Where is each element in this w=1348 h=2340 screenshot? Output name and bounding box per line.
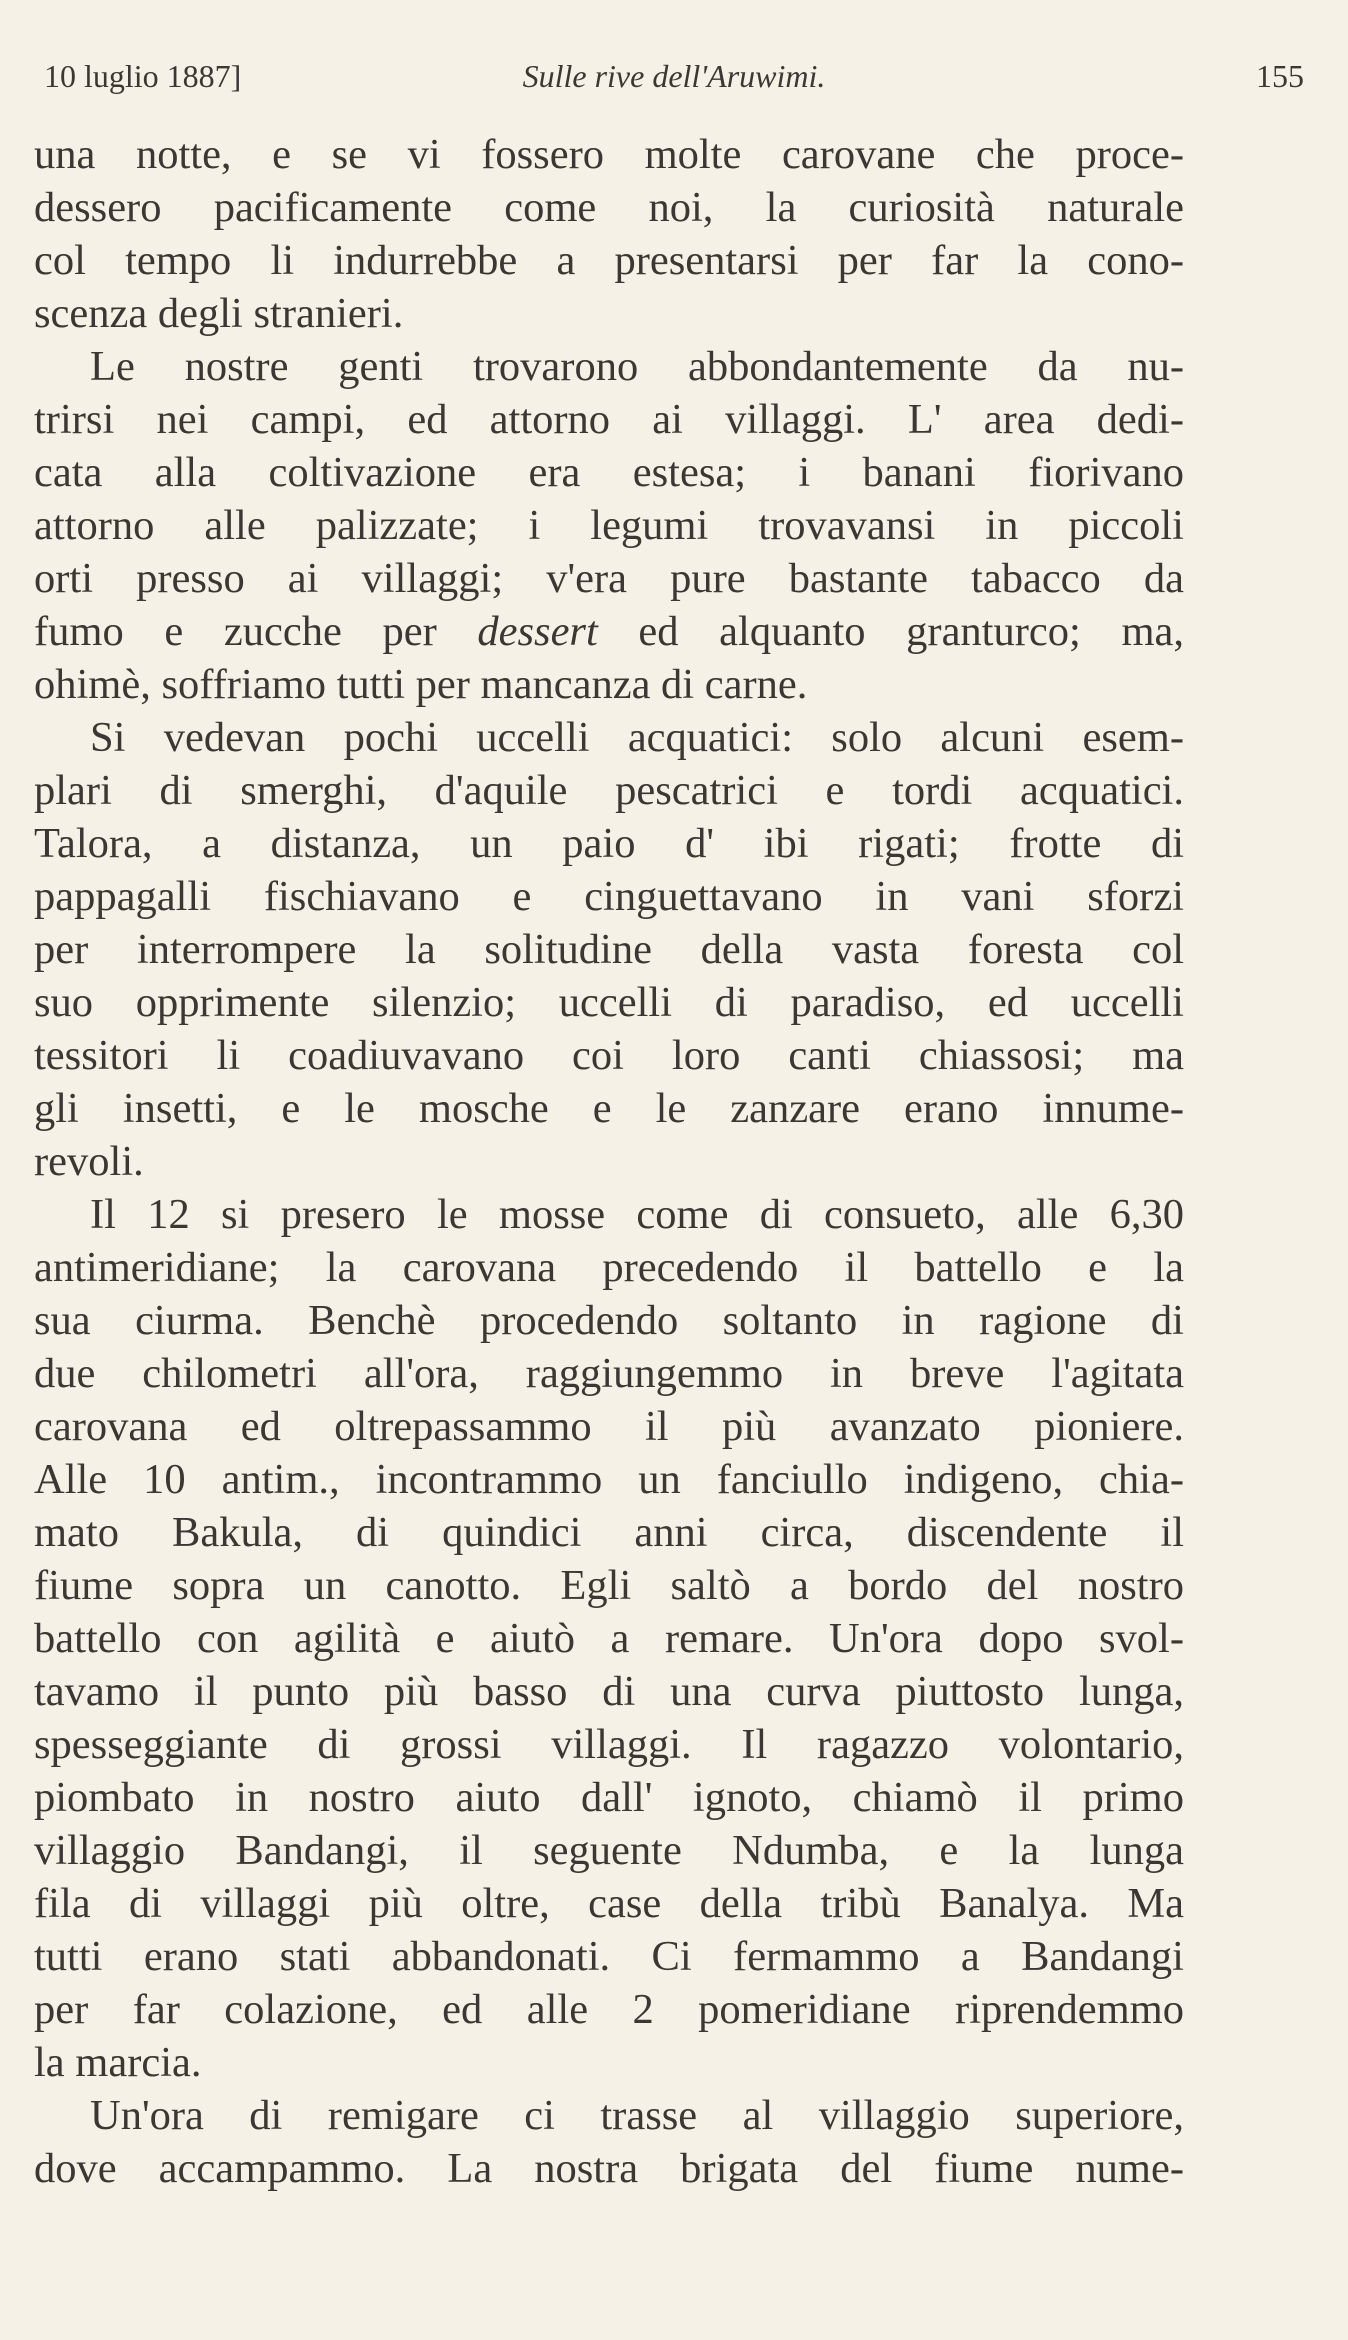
text-line: tavamo il punto più basso di una curva piuttosto lunga, bbox=[34, 1668, 1184, 1715]
text-line: per far colazione, ed alle 2 pomeridiane riprendemmo bbox=[34, 1986, 1184, 2033]
text-line: antimeridiane; la carovana precedendo il battello e la bbox=[34, 1244, 1184, 1291]
text-line: col tempo li indurrebbe a presentarsi per far la cono- bbox=[34, 237, 1184, 284]
text-line: scenza degli stranieri. bbox=[34, 290, 404, 337]
text-line: gli insetti, e le mosche e le zanzare erano innume- bbox=[34, 1085, 1184, 1132]
text-line: dove accampammo. La nostra brigata del fiume nume- bbox=[34, 2145, 1184, 2192]
text-line: due chilometri all'ora, raggiungemmo in breve l'agitata bbox=[34, 1350, 1184, 1397]
text-line: Le nostre genti trovarono abbondantemente da nu- bbox=[90, 343, 1184, 390]
italic-word: dessert bbox=[477, 608, 598, 655]
text-line: una notte, e se vi fossero molte carovane che proce- bbox=[34, 131, 1184, 178]
text-line: spesseggiante di grossi villaggi. Il ragazzo volontario, bbox=[34, 1721, 1184, 1768]
text-line: villaggio Bandangi, il seguente Ndumba, e la lunga bbox=[34, 1827, 1184, 1874]
text-segment: ed alquanto granturco; ma, bbox=[597, 608, 1185, 655]
text-line: cata alla coltivazione era estesa; i banani fiorivano bbox=[34, 449, 1184, 496]
text-line: suo opprimente silenzio; uccelli di paradiso, ed uccelli bbox=[34, 979, 1184, 1026]
text-line: per interrompere la solitudine della vasta foresta col bbox=[34, 926, 1184, 973]
header-date: 10 luglio 1887] bbox=[44, 58, 242, 94]
text-line: piombato in nostro aiuto dall' ignoto, chiamò il primo bbox=[34, 1774, 1184, 1821]
text-line: fiume sopra un canotto. Egli saltò a bordo del nostro bbox=[34, 1562, 1184, 1609]
text-line: Talora, a distanza, un paio d' ibi rigati; frotte di bbox=[34, 820, 1184, 867]
text-line bbox=[34, 605, 1184, 658]
text-line: la marcia. bbox=[34, 2039, 202, 2086]
text-line: tessitori li coadiuvavano coi loro canti chiassosi; ma bbox=[34, 1032, 1184, 1079]
text-line: attorno alle palizzate; i legumi trovavansi in piccoli bbox=[34, 502, 1184, 549]
text-line: battello con agilità e aiutò a remare. Un'ora dopo svol- bbox=[34, 1615, 1184, 1662]
text-line: plari di smerghi, d'aquile pescatrici e tordi acquatici. bbox=[34, 767, 1184, 814]
header-title: Sulle rive dell'Aruwimi. bbox=[522, 58, 826, 94]
text-line: Si vedevan pochi uccelli acquatici: solo alcuni esem- bbox=[90, 714, 1184, 761]
text-line: tutti erano stati abbandonati. Ci fermammo a Bandangi bbox=[34, 1933, 1184, 1980]
page-number: 155 bbox=[1256, 58, 1304, 94]
text-line: carovana ed oltrepassammo il più avanzato pioniere. bbox=[34, 1403, 1184, 1450]
body-text bbox=[34, 128, 1184, 2195]
text-line: Un'ora di remigare ci trasse al villaggio superiore, bbox=[90, 2092, 1184, 2139]
text-line: mato Bakula, di quindici anni circa, discendente il bbox=[34, 1509, 1184, 1556]
text-line: sua ciurma. Benchè procedendo soltanto in ragione di bbox=[34, 1297, 1184, 1344]
text-line: pappagalli fischiavano e cinguettavano in vani sforzi bbox=[34, 873, 1184, 920]
text-line: fila di villaggi più oltre, case della tribù Banalya. Ma bbox=[34, 1880, 1184, 1927]
text-line: revoli. bbox=[34, 1138, 144, 1185]
text-line: dessero pacificamente come noi, la curiosità naturale bbox=[34, 184, 1184, 231]
text-segment: fumo e zucche per bbox=[34, 608, 478, 655]
text-line: trirsi nei campi, ed attorno ai villaggi. L' area dedi- bbox=[34, 396, 1184, 443]
text-line: Il 12 si presero le mosse come di consueto, alle 6,30 bbox=[90, 1191, 1184, 1238]
text-line: orti presso ai villaggi; v'era pure bastante tabacco da bbox=[34, 555, 1184, 602]
text-line: Alle 10 antim., incontrammo un fanciullo indigeno, chia- bbox=[34, 1456, 1184, 1503]
running-header bbox=[44, 58, 1304, 102]
text-line: ohimè, soffriamo tutti per mancanza di carne. bbox=[34, 661, 808, 708]
